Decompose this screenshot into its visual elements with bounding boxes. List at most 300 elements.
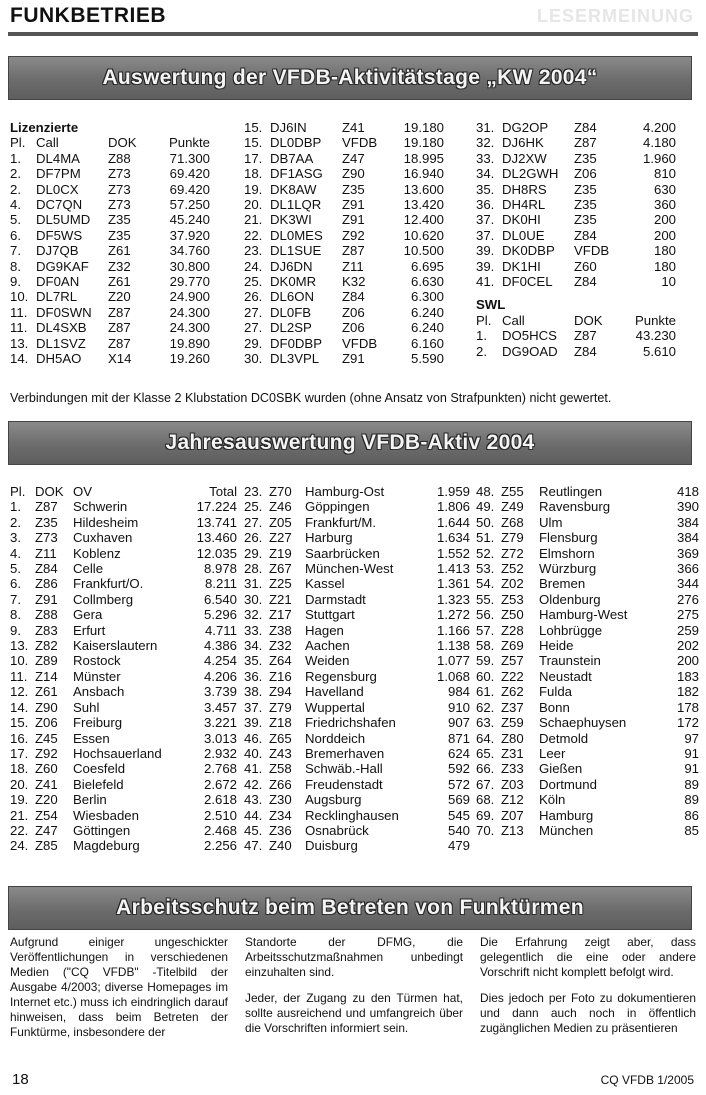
table-cell: Bremerhaven [305, 745, 385, 761]
table-cell: Neustadt [539, 668, 592, 684]
table-row [476, 243, 676, 258]
table-cell: 2. [10, 181, 21, 197]
table-cell: DC7QN [36, 197, 83, 213]
table-cell: 24.900 [169, 289, 210, 305]
table-cell: Celle [73, 561, 104, 577]
table-cell: X14 [108, 351, 132, 367]
table-row [10, 530, 237, 545]
table-row [244, 499, 470, 514]
table-cell: 384 [676, 530, 699, 546]
banner-arbeitsschutz [8, 886, 692, 930]
table-row [476, 499, 699, 514]
table-row [10, 684, 237, 699]
table-cell: 4.206 [203, 668, 237, 684]
table-cell: Z67 [269, 561, 292, 577]
table-cell: 1.413 [436, 561, 470, 577]
table-cell: 20. [10, 776, 29, 792]
table-cell: Z79 [501, 530, 524, 546]
table-cell: Recklinghausen [305, 807, 399, 823]
table-cell: Kaiserslautern [73, 638, 158, 654]
table-row [244, 135, 444, 150]
section-header: FUNKBETRIEB [10, 4, 166, 27]
table-cell: 624 [447, 745, 470, 761]
table-cell: 52. [476, 545, 495, 561]
table-cell: Leer [539, 745, 566, 761]
table-cell: Punkte [634, 312, 676, 328]
table-cell: 4.180 [642, 135, 676, 151]
table-row [244, 761, 470, 776]
table-row [10, 623, 237, 638]
table-cell: 344 [676, 576, 699, 592]
table-cell: 69.420 [169, 166, 210, 182]
table-cell: 46. [244, 730, 263, 746]
table-cell: 37. [476, 212, 495, 228]
table-cell: Z83 [35, 622, 58, 638]
table-row [244, 259, 444, 274]
table-cell: 6.300 [410, 289, 444, 305]
article-paragraph: Aufgrund einiger ungeschickter Veröffentlichungen in verschiedenen Medien ("CQ VFDB" -Titelbild der Ausgabe 4/2003; diverse Homepages im Internet etc.) muss ich eindringlich darauf hinweisen, dass beim Betreten der Funktürme, insbesondere der [10, 935, 228, 1039]
table-cell: Pl. [10, 135, 26, 151]
table-cell: 25. [244, 274, 263, 290]
table-cell: Z87 [574, 328, 597, 344]
table-cell: Z87 [108, 320, 131, 336]
table-cell: Suhl [73, 699, 100, 715]
table-row [476, 151, 676, 166]
article-paragraph: Dies jedoch per Foto zu dokumentieren und dann auch noch in öffentlich zugänglichen Medien zu präsentieren [480, 991, 696, 1035]
table-cell: 259 [676, 622, 699, 638]
table-cell: Gießen [539, 761, 583, 777]
table-cell: DL4MA [36, 150, 80, 166]
ghost-header: LESERMEINUNG [536, 6, 694, 26]
table-row [476, 484, 699, 499]
table-cell: 29.770 [169, 274, 210, 290]
table-cell: 6.695 [410, 258, 444, 274]
table-cell: 172 [676, 715, 699, 731]
table-cell: Z73 [108, 166, 131, 182]
table-cell: 19. [10, 792, 29, 808]
table-cell: Dortmund [539, 776, 597, 792]
table-row [10, 166, 210, 181]
table-cell: 47. [244, 838, 263, 854]
page-number: 18 [12, 1071, 29, 1088]
table-cell: Z65 [269, 730, 292, 746]
table-cell: 366 [676, 561, 699, 577]
table-row [10, 546, 237, 561]
table-cell: DK8AW [270, 181, 317, 197]
table-cell: 24. [10, 838, 29, 854]
table-cell: Kassel [305, 576, 345, 592]
table-cell: Z06 [342, 320, 365, 336]
table-cell: 2.468 [203, 822, 237, 838]
article-paragraph: Standorte der DFMG, die Arbeitsschutzmaßnahmen unbedingt einzuhalten sind. [245, 935, 463, 979]
table-cell: 21. [10, 807, 29, 823]
table-cell: Z41 [35, 776, 58, 792]
table-cell: 14. [10, 351, 29, 367]
table-cell: Z89 [35, 653, 58, 669]
table-row [244, 351, 444, 366]
table-row [244, 561, 470, 576]
table-cell: 32. [244, 607, 263, 623]
section-title: Lizenzierte [10, 120, 79, 135]
table-row [10, 607, 237, 622]
table-cell: Z60 [574, 258, 597, 274]
table-cell: 1. [476, 328, 487, 344]
table-cell: 34. [244, 638, 263, 654]
table-cell: 34.760 [169, 243, 210, 259]
table-cell: DH8RS [502, 181, 547, 197]
table-cell: DL2SP [270, 320, 312, 336]
table-row [476, 182, 676, 197]
table-row [10, 838, 237, 853]
table-row [244, 274, 444, 289]
table-cell: DL0DBP [270, 135, 322, 151]
table-row [476, 166, 676, 181]
table-cell: 91 [684, 745, 699, 761]
table-cell: Schwäb.-Hall [305, 761, 383, 777]
table-row [244, 638, 470, 653]
table-cell: Traunstein [539, 653, 601, 669]
table-cell: 6. [10, 227, 21, 243]
table-cell: DH4RL [502, 197, 546, 213]
banner-aktivitaetstage-title: Auswertung der VFDB-Aktivitätstage „KW 2004“ [102, 66, 598, 89]
table-cell: 9. [10, 274, 21, 290]
table-cell: 384 [676, 514, 699, 530]
table-cell: 51. [476, 530, 495, 546]
table-cell: 1.806 [436, 499, 470, 515]
table-cell: DJ6DN [270, 258, 313, 274]
jahres-table-col3 [476, 484, 699, 838]
table-cell: 30. [244, 351, 263, 367]
table-cell: 49. [476, 499, 495, 515]
table-cell: 1.361 [436, 576, 470, 592]
table-cell: 7. [10, 243, 21, 259]
jahres-table-col2 [244, 484, 470, 854]
table-cell: Z92 [342, 227, 365, 243]
table-cell: Z41 [342, 120, 365, 135]
table-cell: Z61 [108, 274, 131, 290]
table-cell: Z84 [574, 274, 597, 290]
table-cell: DF7PM [36, 166, 81, 182]
table-cell: Z20 [108, 289, 131, 305]
table-cell: 89 [684, 776, 699, 792]
header-row [10, 484, 237, 499]
table-row [10, 182, 210, 197]
table-cell: Z17 [269, 607, 292, 623]
table-row [244, 777, 470, 792]
table-cell: 630 [653, 181, 676, 197]
table-cell: Z61 [108, 243, 131, 259]
table-cell: 62. [476, 699, 495, 715]
table-cell: 180 [653, 258, 676, 274]
table-row [476, 561, 699, 576]
table-cell: 6.160 [410, 335, 444, 351]
table-cell: Z34 [269, 807, 292, 823]
table-cell: 1.166 [436, 622, 470, 638]
table-row [244, 182, 444, 197]
table-row [244, 515, 470, 530]
table-cell: Flensburg [539, 530, 598, 546]
table-cell: 200 [653, 227, 676, 243]
table-cell: 5.296 [203, 607, 237, 623]
table-cell: Hagen [305, 622, 344, 638]
table-cell: Z61 [35, 684, 58, 700]
table-cell: Z06 [342, 304, 365, 320]
table-cell: Aachen [305, 638, 350, 654]
table-cell: Z55 [501, 484, 524, 499]
table-cell: Essen [73, 730, 110, 746]
table-row [244, 546, 470, 561]
table-cell: Wuppertal [305, 699, 365, 715]
table-cell: DOK [108, 135, 137, 151]
table-row [244, 151, 444, 166]
table-cell: Darmstadt [305, 591, 366, 607]
table-cell: 2.932 [203, 745, 237, 761]
table-row [10, 792, 237, 807]
table-cell: 29. [244, 545, 263, 561]
table-row [244, 838, 470, 853]
table-cell: Harburg [305, 530, 353, 546]
table-row [10, 274, 210, 289]
table-row [476, 746, 699, 761]
table-cell: Hildesheim [73, 514, 139, 530]
table-cell: DL0UE [502, 227, 545, 243]
table-row [10, 243, 210, 258]
table-row [476, 328, 676, 343]
table-cell: 8.211 [204, 576, 237, 592]
banner-jahresauswertung [8, 421, 692, 465]
table-cell: DK0MR [270, 274, 317, 290]
table-cell: Cuxhaven [73, 530, 133, 546]
table-cell: 479 [447, 838, 470, 854]
table-cell: Z06 [574, 166, 597, 182]
table-cell: Frankfurt/O. [73, 576, 144, 592]
table-row [476, 197, 676, 212]
table-cell: Z54 [35, 807, 58, 823]
table-cell: 34. [476, 166, 495, 182]
table-cell: 27. [244, 514, 263, 530]
table-cell: Z38 [269, 622, 292, 638]
table-cell: Call [36, 135, 59, 151]
table-cell: 6.630 [410, 274, 444, 290]
table-cell: 19.260 [169, 351, 210, 367]
table-cell: DOK [35, 484, 64, 499]
table-cell: Duisburg [305, 838, 358, 854]
table-row [476, 684, 699, 699]
table-row [476, 669, 699, 684]
table-cell: 30.800 [169, 258, 210, 274]
table-cell: München-West [305, 561, 394, 577]
table-row [244, 120, 444, 135]
table-cell: Hochsauerland [73, 745, 162, 761]
table-cell: 53. [476, 561, 495, 577]
table-cell: DF0AN [36, 274, 80, 290]
table-cell: 1.068 [436, 668, 470, 684]
table-cell: 16.940 [403, 166, 444, 182]
header-row [476, 313, 676, 328]
table-cell: 910 [447, 699, 470, 715]
table-cell: 1.138 [436, 638, 470, 654]
table-cell: Z69 [501, 638, 524, 654]
table-row [10, 823, 237, 838]
table-cell: Z05 [269, 514, 292, 530]
table-cell: 19.180 [403, 120, 444, 135]
table-cell: OV [73, 484, 93, 499]
section-title-row [476, 297, 676, 312]
table-cell: Detmold [539, 730, 589, 746]
table-cell: VFDB [342, 135, 378, 151]
table-cell: 275 [676, 607, 699, 623]
table-row [476, 715, 699, 730]
table-cell: Z72 [501, 545, 524, 561]
table-cell: 58. [476, 638, 495, 654]
table-cell: 31. [244, 576, 263, 592]
table-row [10, 700, 237, 715]
table-cell: 178 [676, 699, 699, 715]
table-row [10, 320, 210, 335]
table-cell: 30. [244, 591, 263, 607]
table-row [10, 212, 210, 227]
table-cell: Z87 [108, 335, 131, 351]
table-cell: 91 [684, 761, 699, 777]
table-cell: 24.300 [169, 320, 210, 336]
table-cell: Z68 [501, 514, 524, 530]
table-cell: DG9KAF [36, 258, 89, 274]
table-cell: DG2OP [502, 120, 549, 135]
table-cell: 13.600 [403, 181, 444, 197]
table-cell: DK1HI [502, 258, 541, 274]
table-cell: Z88 [35, 607, 58, 623]
table-cell: DL1LQR [270, 197, 322, 213]
table-cell: 60. [476, 668, 495, 684]
table-row [244, 669, 470, 684]
table-cell: 418 [676, 484, 699, 499]
table-cell: Z84 [574, 343, 597, 359]
table-cell: DF0CEL [502, 274, 553, 290]
table-row [244, 289, 444, 304]
table-cell: Total [209, 484, 237, 499]
table-cell: Z20 [35, 792, 58, 808]
table-cell: Koblenz [73, 545, 121, 561]
table-row [10, 197, 210, 212]
table-cell: Regensburg [305, 668, 377, 684]
table-row [10, 592, 237, 607]
table-row [476, 792, 699, 807]
table-cell: 3.457 [203, 699, 237, 715]
table-row [10, 761, 237, 776]
table-cell: Z40 [269, 838, 292, 854]
article-paragraph: Jeder, der Zugang zu den Türmen hat, sollte ausreichend und umfangreich über die Vorschriften informiert sein. [245, 991, 463, 1035]
table-cell: Schwerin [73, 499, 128, 515]
table-cell: 35. [244, 653, 263, 669]
table-cell: VFDB [342, 335, 378, 351]
table-row [476, 823, 699, 838]
table-cell: VFDB [574, 243, 610, 259]
table-cell: 200 [676, 653, 699, 669]
table-cell: 180 [653, 243, 676, 259]
table-cell: 89 [684, 792, 699, 808]
table-cell: Ansbach [73, 684, 125, 700]
table-cell: Z47 [35, 822, 58, 838]
table-row [476, 274, 676, 289]
table-cell: Hamburg-Ost [305, 484, 385, 499]
table-cell: 29. [244, 335, 263, 351]
table-row [10, 576, 237, 591]
table-cell: 42. [244, 776, 263, 792]
table-row [476, 576, 699, 591]
table-row [476, 638, 699, 653]
table-cell: Hamburg-West [539, 607, 628, 623]
table-cell: 33. [244, 622, 263, 638]
table-row [10, 669, 237, 684]
table-cell: 15. [244, 120, 263, 135]
table-cell: Call [502, 312, 525, 328]
table-cell: 11. [10, 304, 28, 320]
table-cell: 6.240 [410, 304, 444, 320]
banner-jahresauswertung-title: Jahresauswertung VFDB-Aktiv 2004 [165, 431, 535, 454]
table-row [244, 530, 470, 545]
table-cell: 37. [476, 227, 495, 243]
table-cell: 3.013 [203, 730, 237, 746]
table-cell: Z19 [269, 545, 292, 561]
table-cell: Z73 [35, 530, 58, 546]
table-cell: 26. [244, 289, 263, 305]
table-cell: DF5WS [36, 227, 83, 243]
table-cell: Z07 [501, 807, 524, 823]
table-cell: DF1ASG [270, 166, 323, 182]
table-row [244, 792, 470, 807]
table-cell: 66. [476, 761, 495, 777]
table-cell: Z91 [35, 591, 58, 607]
table-cell: 182 [676, 684, 699, 700]
table-cell: Z58 [269, 761, 292, 777]
table-cell: 55. [476, 591, 495, 607]
table-row [10, 151, 210, 166]
table-cell: 13.460 [196, 530, 237, 546]
table-cell: DJ2XW [502, 150, 547, 166]
table-cell: Bonn [539, 699, 570, 715]
table-cell: Z46 [269, 499, 292, 515]
table-cell: 540 [447, 822, 470, 838]
table-cell: 6. [10, 576, 21, 592]
table-cell: 1.272 [436, 607, 470, 623]
article-paragraph: Die Erfahrung zeigt aber, dass gelegentlich die eine oder andere Vorschrift nicht komplett befolgt wird. [480, 935, 696, 979]
table-cell: Punkte [168, 135, 210, 151]
table-cell: Z12 [501, 792, 524, 808]
table-cell: 569 [447, 792, 470, 808]
table-cell: 97 [684, 730, 699, 746]
table-cell: 24.300 [169, 304, 210, 320]
table-cell: 183 [676, 668, 699, 684]
table-cell: Göttingen [73, 822, 131, 838]
table-cell: 70. [476, 822, 495, 838]
table-cell: 41. [476, 274, 495, 290]
table-row [244, 166, 444, 181]
table-cell: 2. [10, 166, 21, 182]
table-cell: 63. [476, 715, 495, 731]
table-cell: Z47 [342, 150, 365, 166]
table-cell: 23. [244, 243, 263, 259]
table-cell: Norddeich [305, 730, 366, 746]
table-cell: 48. [476, 484, 495, 499]
table-row [244, 336, 444, 351]
table-cell: Z36 [269, 822, 292, 838]
table-cell: 57.250 [169, 197, 210, 213]
table-cell: 64. [476, 730, 495, 746]
table-cell: 41. [244, 761, 263, 777]
table-cell: Z28 [501, 622, 524, 638]
table-cell: Z80 [501, 730, 524, 746]
table-row [10, 561, 237, 576]
